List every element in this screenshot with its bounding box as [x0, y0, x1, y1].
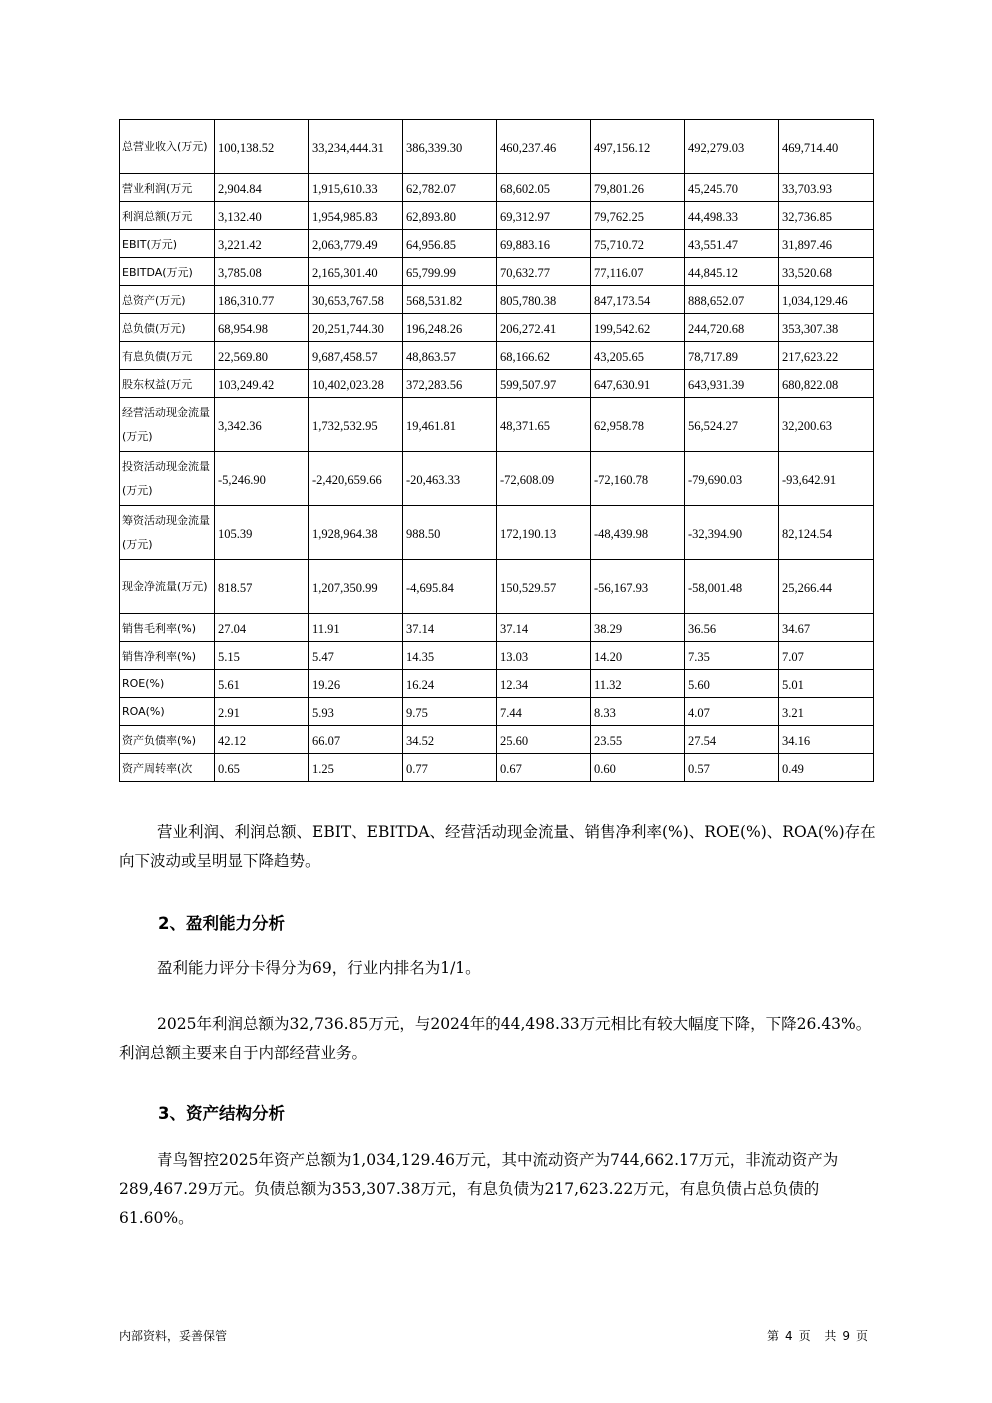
financial-table-body [120, 120, 874, 782]
table-cell: 70,632.77 [497, 258, 591, 286]
table-cell: -79,690.03 [685, 452, 779, 506]
table-cell: 20,251,744.30 [309, 314, 403, 342]
table-cell: 2,063,779.49 [309, 230, 403, 258]
table-cell: 44,498.33 [685, 202, 779, 230]
table-cell: 82,124.54 [779, 506, 874, 560]
table-cell: 186,310.77 [215, 286, 309, 314]
table-cell: 43,551.47 [685, 230, 779, 258]
table-cell: 34.67 [779, 614, 874, 642]
table-row [120, 370, 874, 398]
table-cell: 1,732,532.95 [309, 398, 403, 452]
table-cell: 48,863.57 [403, 342, 497, 370]
table-cell: 805,780.38 [497, 286, 591, 314]
table-cell: 33,520.68 [779, 258, 874, 286]
table-cell: 25,266.44 [779, 560, 874, 614]
table-cell: 0.77 [403, 754, 497, 782]
row-label: 销售净利率(%) [120, 642, 215, 670]
section-2-text-2: 2025年利润总额为32,736.85万元，与2024年的44,498.33万元相比有较大幅度下降，下降26.43%。利润总额主要来自于内部经营业务。 [119, 1015, 872, 1062]
table-cell: -72,160.78 [591, 452, 685, 506]
section-2-paragraph-2 [119, 1010, 879, 1068]
row-label: 资产周转率(次 [120, 754, 215, 782]
table-cell: 19.26 [309, 670, 403, 698]
table-cell: 66.07 [309, 726, 403, 754]
table-cell: 0.67 [497, 754, 591, 782]
table-cell: 460,237.46 [497, 120, 591, 174]
table-cell: 62,782.07 [403, 174, 497, 202]
row-label: 现金净流量(万元) [120, 560, 215, 614]
table-cell: 7.07 [779, 642, 874, 670]
table-cell: 8.33 [591, 698, 685, 726]
table-row [120, 174, 874, 202]
financial-table [119, 119, 874, 782]
table-cell: 69,883.16 [497, 230, 591, 258]
table-cell: 42.12 [215, 726, 309, 754]
summary-paragraph [119, 818, 879, 876]
row-label: 筹资活动现金流量(万元) [120, 506, 215, 560]
table-cell: 847,173.54 [591, 286, 685, 314]
table-cell: 31,897.46 [779, 230, 874, 258]
table-cell: 643,931.39 [685, 370, 779, 398]
table-cell: 2.91 [215, 698, 309, 726]
section-2-text-1: 盈利能力评分卡得分为69，行业内排名为1/1。 [157, 959, 481, 977]
row-label: 总资产(万元) [120, 286, 215, 314]
table-cell: 27.54 [685, 726, 779, 754]
table-cell: 62,893.80 [403, 202, 497, 230]
table-cell: -5,246.90 [215, 452, 309, 506]
table-cell: 37.14 [497, 614, 591, 642]
row-label: 总负债(万元) [120, 314, 215, 342]
page-number: 4 [785, 1329, 793, 1343]
summary-text: 营业利润、利润总额、EBIT、EBITDA、经营活动现金流量、销售净利率(%)、ROE(%)、ROA(%)存在向下波动或呈明显下降趋势。 [119, 823, 876, 870]
table-cell: 23.55 [591, 726, 685, 754]
table-row [120, 560, 874, 614]
table-cell: 16.24 [403, 670, 497, 698]
table-cell: 32,200.63 [779, 398, 874, 452]
total-unit: 页 [855, 1329, 868, 1343]
table-cell: 150,529.57 [497, 560, 591, 614]
table-cell: 79,762.25 [591, 202, 685, 230]
table-cell: 818.57 [215, 560, 309, 614]
table-row [120, 506, 874, 560]
page-prefix: 第 [767, 1329, 780, 1343]
table-cell: 38.29 [591, 614, 685, 642]
footer-confidential-note: 内部资料，妥善保管 [119, 1329, 228, 1343]
table-cell: 34.52 [403, 726, 497, 754]
table-cell: 100,138.52 [215, 120, 309, 174]
table-cell: 33,234,444.31 [309, 120, 403, 174]
table-cell: 888,652.07 [685, 286, 779, 314]
table-cell: 0.57 [685, 754, 779, 782]
row-label: EBIT(万元) [120, 230, 215, 258]
table-cell: 14.35 [403, 642, 497, 670]
table-cell: 64,956.85 [403, 230, 497, 258]
page-unit: 页 [798, 1329, 811, 1343]
table-cell: 56,524.27 [685, 398, 779, 452]
table-cell: 372,283.56 [403, 370, 497, 398]
table-cell: -2,420,659.66 [309, 452, 403, 506]
table-row [120, 202, 874, 230]
table-cell: 1,034,129.46 [779, 286, 874, 314]
table-cell: 105.39 [215, 506, 309, 560]
table-cell: 34.16 [779, 726, 874, 754]
table-cell: 10,402,023.28 [309, 370, 403, 398]
table-cell: 62,958.78 [591, 398, 685, 452]
table-cell: 988.50 [403, 506, 497, 560]
table-cell: 199,542.62 [591, 314, 685, 342]
row-label: 股东权益(万元 [120, 370, 215, 398]
footer-page-number [764, 1327, 871, 1344]
table-cell: 25.60 [497, 726, 591, 754]
table-cell: 48,371.65 [497, 398, 591, 452]
table-cell: 32,736.85 [779, 202, 874, 230]
row-label: 投资活动现金流量(万元) [120, 452, 215, 506]
row-label: ROE(%) [120, 670, 215, 698]
table-cell: 12.34 [497, 670, 591, 698]
table-cell: 68,166.62 [497, 342, 591, 370]
table-cell: 647,630.91 [591, 370, 685, 398]
table-cell: 79,801.26 [591, 174, 685, 202]
table-cell: 69,312.97 [497, 202, 591, 230]
table-cell: 36.56 [685, 614, 779, 642]
table-cell: -56,167.93 [591, 560, 685, 614]
table-cell: 5.93 [309, 698, 403, 726]
table-cell: -4,695.84 [403, 560, 497, 614]
table-cell: 0.49 [779, 754, 874, 782]
table-row [120, 314, 874, 342]
table-row [120, 642, 874, 670]
table-row [120, 398, 874, 452]
table-row [120, 342, 874, 370]
table-cell: 5.61 [215, 670, 309, 698]
table-cell: 43,205.65 [591, 342, 685, 370]
table-cell: 7.44 [497, 698, 591, 726]
table-cell: 44,845.12 [685, 258, 779, 286]
section-2-paragraph-1 [119, 954, 879, 983]
table-cell: 3,221.42 [215, 230, 309, 258]
table-cell: 22,569.80 [215, 342, 309, 370]
table-cell: 77,116.07 [591, 258, 685, 286]
table-row [120, 754, 874, 782]
table-row [120, 698, 874, 726]
table-cell: 33,703.93 [779, 174, 874, 202]
table-cell: 206,272.41 [497, 314, 591, 342]
table-cell: 492,279.03 [685, 120, 779, 174]
section-3-paragraph-1 [119, 1146, 879, 1233]
section-3-text-1: 青鸟智控2025年资产总额为1,034,129.46万元，其中流动资产为744,662.17万元，非流动资产为289,467.29万元。负债总额为353,307.38万元，有息负债为217,623.22万元，有息负债占总负债的61.60%。 [119, 1151, 839, 1227]
table-cell: 244,720.68 [685, 314, 779, 342]
table-cell: 2,904.84 [215, 174, 309, 202]
table-cell: 0.65 [215, 754, 309, 782]
row-label: ROA(%) [120, 698, 215, 726]
row-label: 销售毛利率(%) [120, 614, 215, 642]
table-cell: 497,156.12 [591, 120, 685, 174]
table-cell: 386,339.30 [403, 120, 497, 174]
table-cell: 19,461.81 [403, 398, 497, 452]
table-cell: 75,710.72 [591, 230, 685, 258]
table-cell: 37.14 [403, 614, 497, 642]
table-cell: 0.60 [591, 754, 685, 782]
table-row [120, 120, 874, 174]
table-cell: 45,245.70 [685, 174, 779, 202]
table-row [120, 726, 874, 754]
table-cell: 1,207,350.99 [309, 560, 403, 614]
table-cell: 78,717.89 [685, 342, 779, 370]
table-cell: 68,602.05 [497, 174, 591, 202]
table-cell: 680,822.08 [779, 370, 874, 398]
table-cell: 568,531.82 [403, 286, 497, 314]
table-cell: 13.03 [497, 642, 591, 670]
table-cell: 9.75 [403, 698, 497, 726]
table-cell: -58,001.48 [685, 560, 779, 614]
table-cell: 103,249.42 [215, 370, 309, 398]
table-cell: 7.35 [685, 642, 779, 670]
table-row [120, 286, 874, 314]
table-cell: 3,342.36 [215, 398, 309, 452]
table-row [120, 670, 874, 698]
table-cell: 4.07 [685, 698, 779, 726]
table-cell: 5.47 [309, 642, 403, 670]
row-label: 资产负债率(%) [120, 726, 215, 754]
table-row [120, 614, 874, 642]
table-cell: 5.60 [685, 670, 779, 698]
table-cell: 3,785.08 [215, 258, 309, 286]
table-cell: 5.15 [215, 642, 309, 670]
table-cell: 1,915,610.33 [309, 174, 403, 202]
table-cell: 1,928,964.38 [309, 506, 403, 560]
total-prefix: 共 [824, 1329, 837, 1343]
table-cell: 5.01 [779, 670, 874, 698]
table-cell: 599,507.97 [497, 370, 591, 398]
table-cell: 11.91 [309, 614, 403, 642]
table-cell: 217,623.22 [779, 342, 874, 370]
row-label: 营业利润(万元 [120, 174, 215, 202]
table-cell: 68,954.98 [215, 314, 309, 342]
section-3-heading: 3、资产结构分析 [158, 1104, 285, 1123]
table-cell: -20,463.33 [403, 452, 497, 506]
table-cell: -32,394.90 [685, 506, 779, 560]
row-label: 利润总额(万元 [120, 202, 215, 230]
table-cell: 469,714.40 [779, 120, 874, 174]
row-label: EBITDA(万元) [120, 258, 215, 286]
table-cell: -48,439.98 [591, 506, 685, 560]
table-cell: 65,799.99 [403, 258, 497, 286]
table-cell: 3.21 [779, 698, 874, 726]
section-2-heading: 2、盈利能力分析 [158, 914, 285, 933]
table-cell: 172,190.13 [497, 506, 591, 560]
table-cell: 196,248.26 [403, 314, 497, 342]
table-cell: -93,642.91 [779, 452, 874, 506]
table-cell: 353,307.38 [779, 314, 874, 342]
row-label: 经营活动现金流量(万元) [120, 398, 215, 452]
table-row [120, 230, 874, 258]
table-cell: 14.20 [591, 642, 685, 670]
table-row [120, 258, 874, 286]
table-cell: 3,132.40 [215, 202, 309, 230]
row-label: 总营业收入(万元) [120, 120, 215, 174]
table-cell: 11.32 [591, 670, 685, 698]
table-cell: 2,165,301.40 [309, 258, 403, 286]
table-cell: 30,653,767.58 [309, 286, 403, 314]
table-cell: -72,608.09 [497, 452, 591, 506]
table-cell: 1.25 [309, 754, 403, 782]
row-label: 有息负债(万元 [120, 342, 215, 370]
table-cell: 27.04 [215, 614, 309, 642]
table-cell: 1,954,985.83 [309, 202, 403, 230]
table-row [120, 452, 874, 506]
table-cell: 9,687,458.57 [309, 342, 403, 370]
total-pages: 9 [842, 1329, 850, 1343]
